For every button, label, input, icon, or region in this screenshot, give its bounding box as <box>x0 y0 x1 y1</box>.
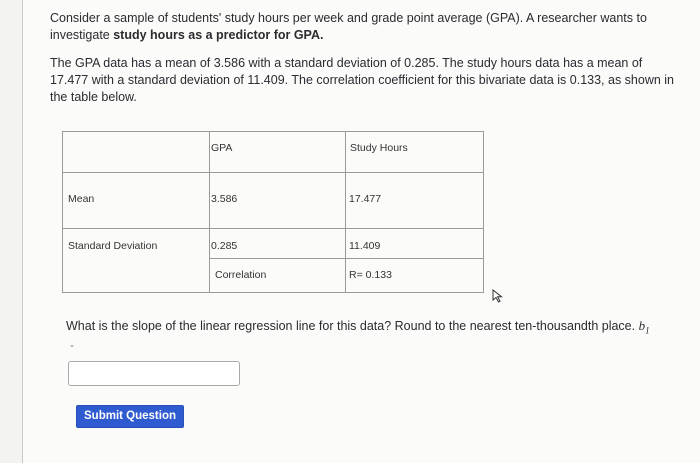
submit-question-button[interactable]: Submit Question <box>76 405 184 428</box>
intro-text: Consider a sample of students' study hours per week and grade point average (GPA). A researcher wants to investigate <box>50 11 647 42</box>
stats-table <box>62 131 484 293</box>
row-mean-gpa: 3.586 <box>211 193 238 205</box>
slope-question-text: What is the slope of the linear regression line for this data? Round to the nearest ten-thousandth place. <box>66 319 636 333</box>
question-details: The GPA data has a mean of 3.586 with a standard deviation of 0.285. The study hours data has a mean of 17.477 with a standard deviation of 11.409. The correlation coefficient for this bivariate data is 0.133, as shown in the table below. <box>50 56 674 104</box>
row-sd-hours: 11.409 <box>349 240 381 252</box>
row-corr-label: Correlation <box>215 269 267 281</box>
slope-answer-input[interactable] <box>68 361 240 386</box>
header-study-hours: Study Hours <box>350 142 408 154</box>
slope-subscript: 1 <box>645 325 650 336</box>
mouse-cursor-icon <box>492 289 504 303</box>
row-corr-value: R= 0.133 <box>349 269 392 281</box>
row-mean-label: Mean <box>68 193 95 205</box>
row-sd-gpa: 0.285 <box>211 240 238 252</box>
row-mean-hours: 17.477 <box>349 193 382 205</box>
header-gpa: GPA <box>211 142 233 154</box>
intro-bold: study hours as a predictor for GPA. <box>113 28 324 42</box>
row-sd-label: Standard Deviation <box>68 240 158 252</box>
slope-question <box>66 318 686 336</box>
slope-symbol: b <box>638 318 646 333</box>
question-intro <box>50 10 690 44</box>
answer-dash: - <box>70 338 74 352</box>
